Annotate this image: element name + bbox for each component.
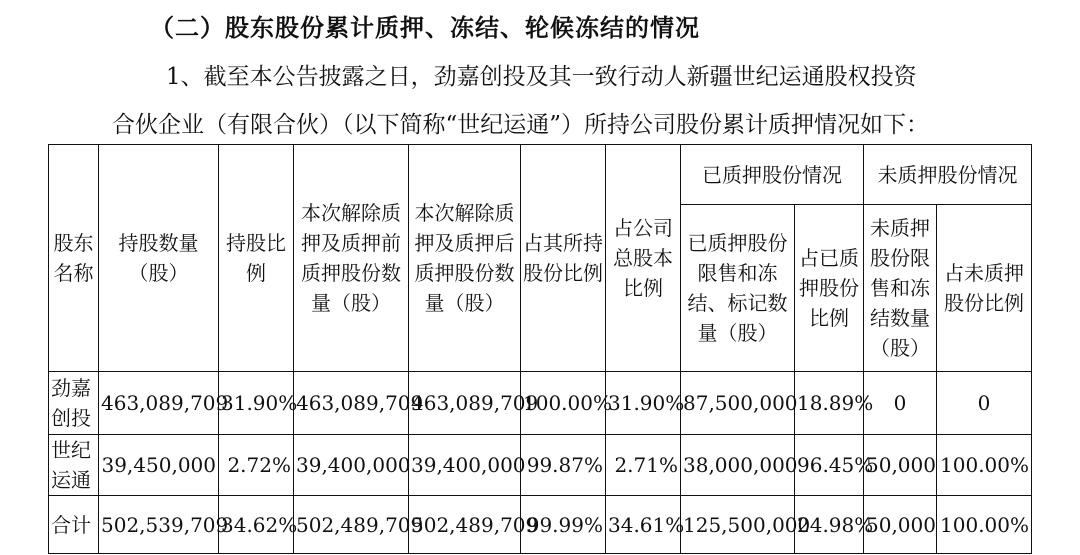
cell-pledged-restricted: 38,000,000 <box>681 435 795 496</box>
header-pledged-before: 本次解除质押及质押前质押股份数量（股） <box>294 145 409 372</box>
cell-pct-of-total: 31.90% <box>606 372 681 435</box>
cell-pledged-after: 39,400,000 <box>409 435 521 496</box>
table-row <box>49 372 1032 435</box>
pledge-table <box>48 144 1032 554</box>
cell-pct-of-pledged: 18.89% <box>795 372 864 435</box>
cell-holding-ratio: 2.72% <box>219 435 294 496</box>
cell-holding-ratio: 34.62% <box>219 496 294 554</box>
header-shareholder: 股东名称 <box>49 145 99 372</box>
cell-unpledged-restricted: 0 <box>864 372 937 435</box>
cell-pct-of-total: 2.71% <box>606 435 681 496</box>
table-row <box>49 496 1032 554</box>
cell-unpledged-restricted: 50,000 <box>864 435 937 496</box>
header-row-top <box>49 145 1032 205</box>
header-holding-ratio: 持股比例 <box>219 145 294 372</box>
header-shares-held: 持股数量（股） <box>99 145 219 372</box>
header-pct-of-holding: 占其所持股份比例 <box>521 145 606 372</box>
cell-pledged-restricted: 87,500,000 <box>681 372 795 435</box>
cell-pct-of-holding: 100.00% <box>521 372 606 435</box>
cell-shareholder: 合计 <box>49 496 99 554</box>
cell-pledged-restricted: 125,500,000 <box>681 496 795 554</box>
cell-shares-held: 502,539,709 <box>99 496 219 554</box>
paragraph-line-2: 合伙企业（有限合伙）（以下简称“世纪运通”）所持公司股份累计质押情况如下： <box>112 112 930 138</box>
cell-unpledged-restricted: 50,000 <box>864 496 937 554</box>
header-pledged-after: 本次解除质押及质押后质押股份数量（股） <box>409 145 521 372</box>
header-pct-of-pledged: 占已质押股份比例 <box>795 205 864 372</box>
cell-pct-of-unpledged: 100.00% <box>937 496 1032 554</box>
cell-pledged-before: 39,400,000 <box>294 435 409 496</box>
table-row <box>49 435 1032 496</box>
cell-shareholder: 世纪运通 <box>49 435 99 496</box>
cell-holding-ratio: 31.90% <box>219 372 294 435</box>
cell-pledged-before: 463,089,709 <box>294 372 409 435</box>
cell-pct-of-unpledged: 100.00% <box>937 435 1032 496</box>
cell-pct-of-unpledged: 0 <box>937 372 1032 435</box>
section-heading: （二）股东股份累计质押、冻结、轮候冻结的情况 <box>150 13 700 42</box>
paragraph-line-1: 1、截至本公告披露之日，劲嘉创投及其一致行动人新疆世纪运通股权投资 <box>166 64 917 90</box>
cell-shareholder: 劲嘉创投 <box>49 372 99 435</box>
cell-pct-of-holding: 99.99% <box>521 496 606 554</box>
header-pct-of-unpledged: 占未质押股份比例 <box>937 205 1032 372</box>
header-pledged-group: 已质押股份情况 <box>681 145 864 205</box>
header-pct-of-total: 占公司总股本比例 <box>606 145 681 372</box>
cell-shares-held: 39,450,000 <box>99 435 219 496</box>
header-pledged-restricted: 已质押股份限售和冻结、标记数量（股） <box>681 205 795 372</box>
cell-pledged-before: 502,489,709 <box>294 496 409 554</box>
cell-pledged-after: 463,089,709 <box>409 372 521 435</box>
cell-shares-held: 463,089,709 <box>99 372 219 435</box>
cell-pct-of-holding: 99.87% <box>521 435 606 496</box>
cell-pledged-after: 502,489,709 <box>409 496 521 554</box>
cell-pct-of-pledged: 24.98% <box>795 496 864 554</box>
header-unpledged-restricted: 未质押股份限售和冻结数量（股） <box>864 205 937 372</box>
cell-pct-of-pledged: 96.45% <box>795 435 864 496</box>
header-unpledged-group: 未质押股份情况 <box>864 145 1032 205</box>
cell-pct-of-total: 34.61% <box>606 496 681 554</box>
